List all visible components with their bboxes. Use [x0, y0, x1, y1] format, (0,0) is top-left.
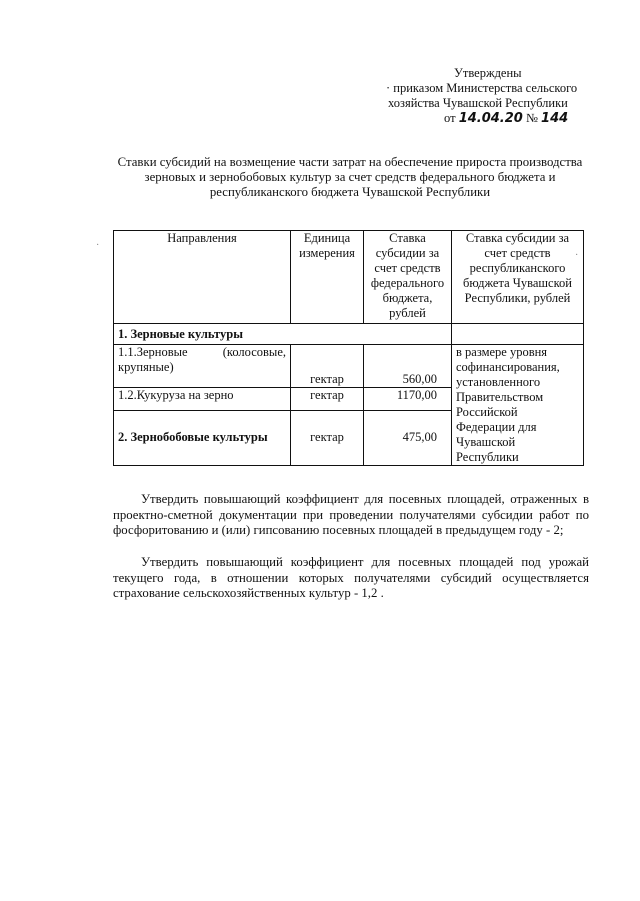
row-name: 2. Зернобобовые культуры — [114, 410, 291, 465]
approval-date-line — [386, 111, 606, 126]
row-name: 1.1.Зерновые (колосовые, крупяные) — [114, 345, 291, 388]
approval-line-2-text: приказом Министерства сельского — [393, 81, 578, 95]
approval-block — [386, 66, 606, 126]
header-federal-rate: Ставка субсидии за счет средств федерального бюджета, рублей — [364, 231, 452, 324]
scan-speck: · — [96, 240, 100, 251]
paragraph-coefficient-insurance: Утвердить повышающий коэффициент для посевных площадей под урожай текущего года, в отношении которых получателями субсидий осуществляется страхование сельскохозяйственных культур - 1,2 . — [113, 555, 589, 600]
approval-line-2: · приказом Министерства сельского — [386, 81, 578, 95]
section-grain-crops: 1. Зерновые культуры — [114, 324, 452, 345]
handwritten-date: 14.04.20 — [458, 111, 523, 126]
header-directions: Направления — [114, 231, 291, 324]
header-unit: Единица измерения — [291, 231, 364, 324]
row-unit: гектар — [291, 410, 364, 465]
row-federal-rate: 1170,00 — [364, 387, 452, 410]
row-federal-rate: 475,00 — [364, 410, 452, 465]
row-name: 1.2.Кукуруза на зерно — [114, 387, 291, 410]
row-federal-rate: 560,00 — [364, 345, 452, 388]
approval-line-1: Утверждены — [454, 66, 522, 80]
subsidy-rates-table — [113, 230, 584, 466]
row-unit: гектар — [291, 345, 364, 388]
table-section-row — [114, 324, 584, 345]
row-unit: гектар — [291, 387, 364, 410]
scan-speck: · — [575, 250, 579, 261]
paragraph-coefficient-phosphorite: Утвердить повышающий коэффициент для посевных площадей, отраженных в проектно-сметной документации при проведении получателями субсидии работ по фосфоритованию и (или) гипсованию посевных площадей в предыдущем году - 2; — [113, 492, 589, 537]
handwritten-number: 144 — [541, 111, 569, 126]
approval-line-3: хозяйства Чувашской Республики — [388, 96, 568, 110]
section-empty-cell — [452, 324, 584, 345]
date-prefix: от — [444, 111, 456, 125]
table-row — [114, 345, 584, 388]
republic-rate-merged-cell: в размере уровня софинансирования, установленного Правительством Российской Федерации для Чувашской Республики — [452, 345, 584, 466]
table-header-row — [114, 231, 584, 324]
document-title: Ставки субсидий на возмещение части затрат на обеспечение прироста производства зерновых и зернобобовых культур за счет средств федерального бюджета и республиканского бюджета Чувашской Республики — [117, 155, 583, 199]
header-republic-rate: Ставка субсидии за счет средств республиканского бюджета Чувашской Республики, рублей — [452, 231, 584, 324]
number-prefix: № — [525, 111, 538, 125]
